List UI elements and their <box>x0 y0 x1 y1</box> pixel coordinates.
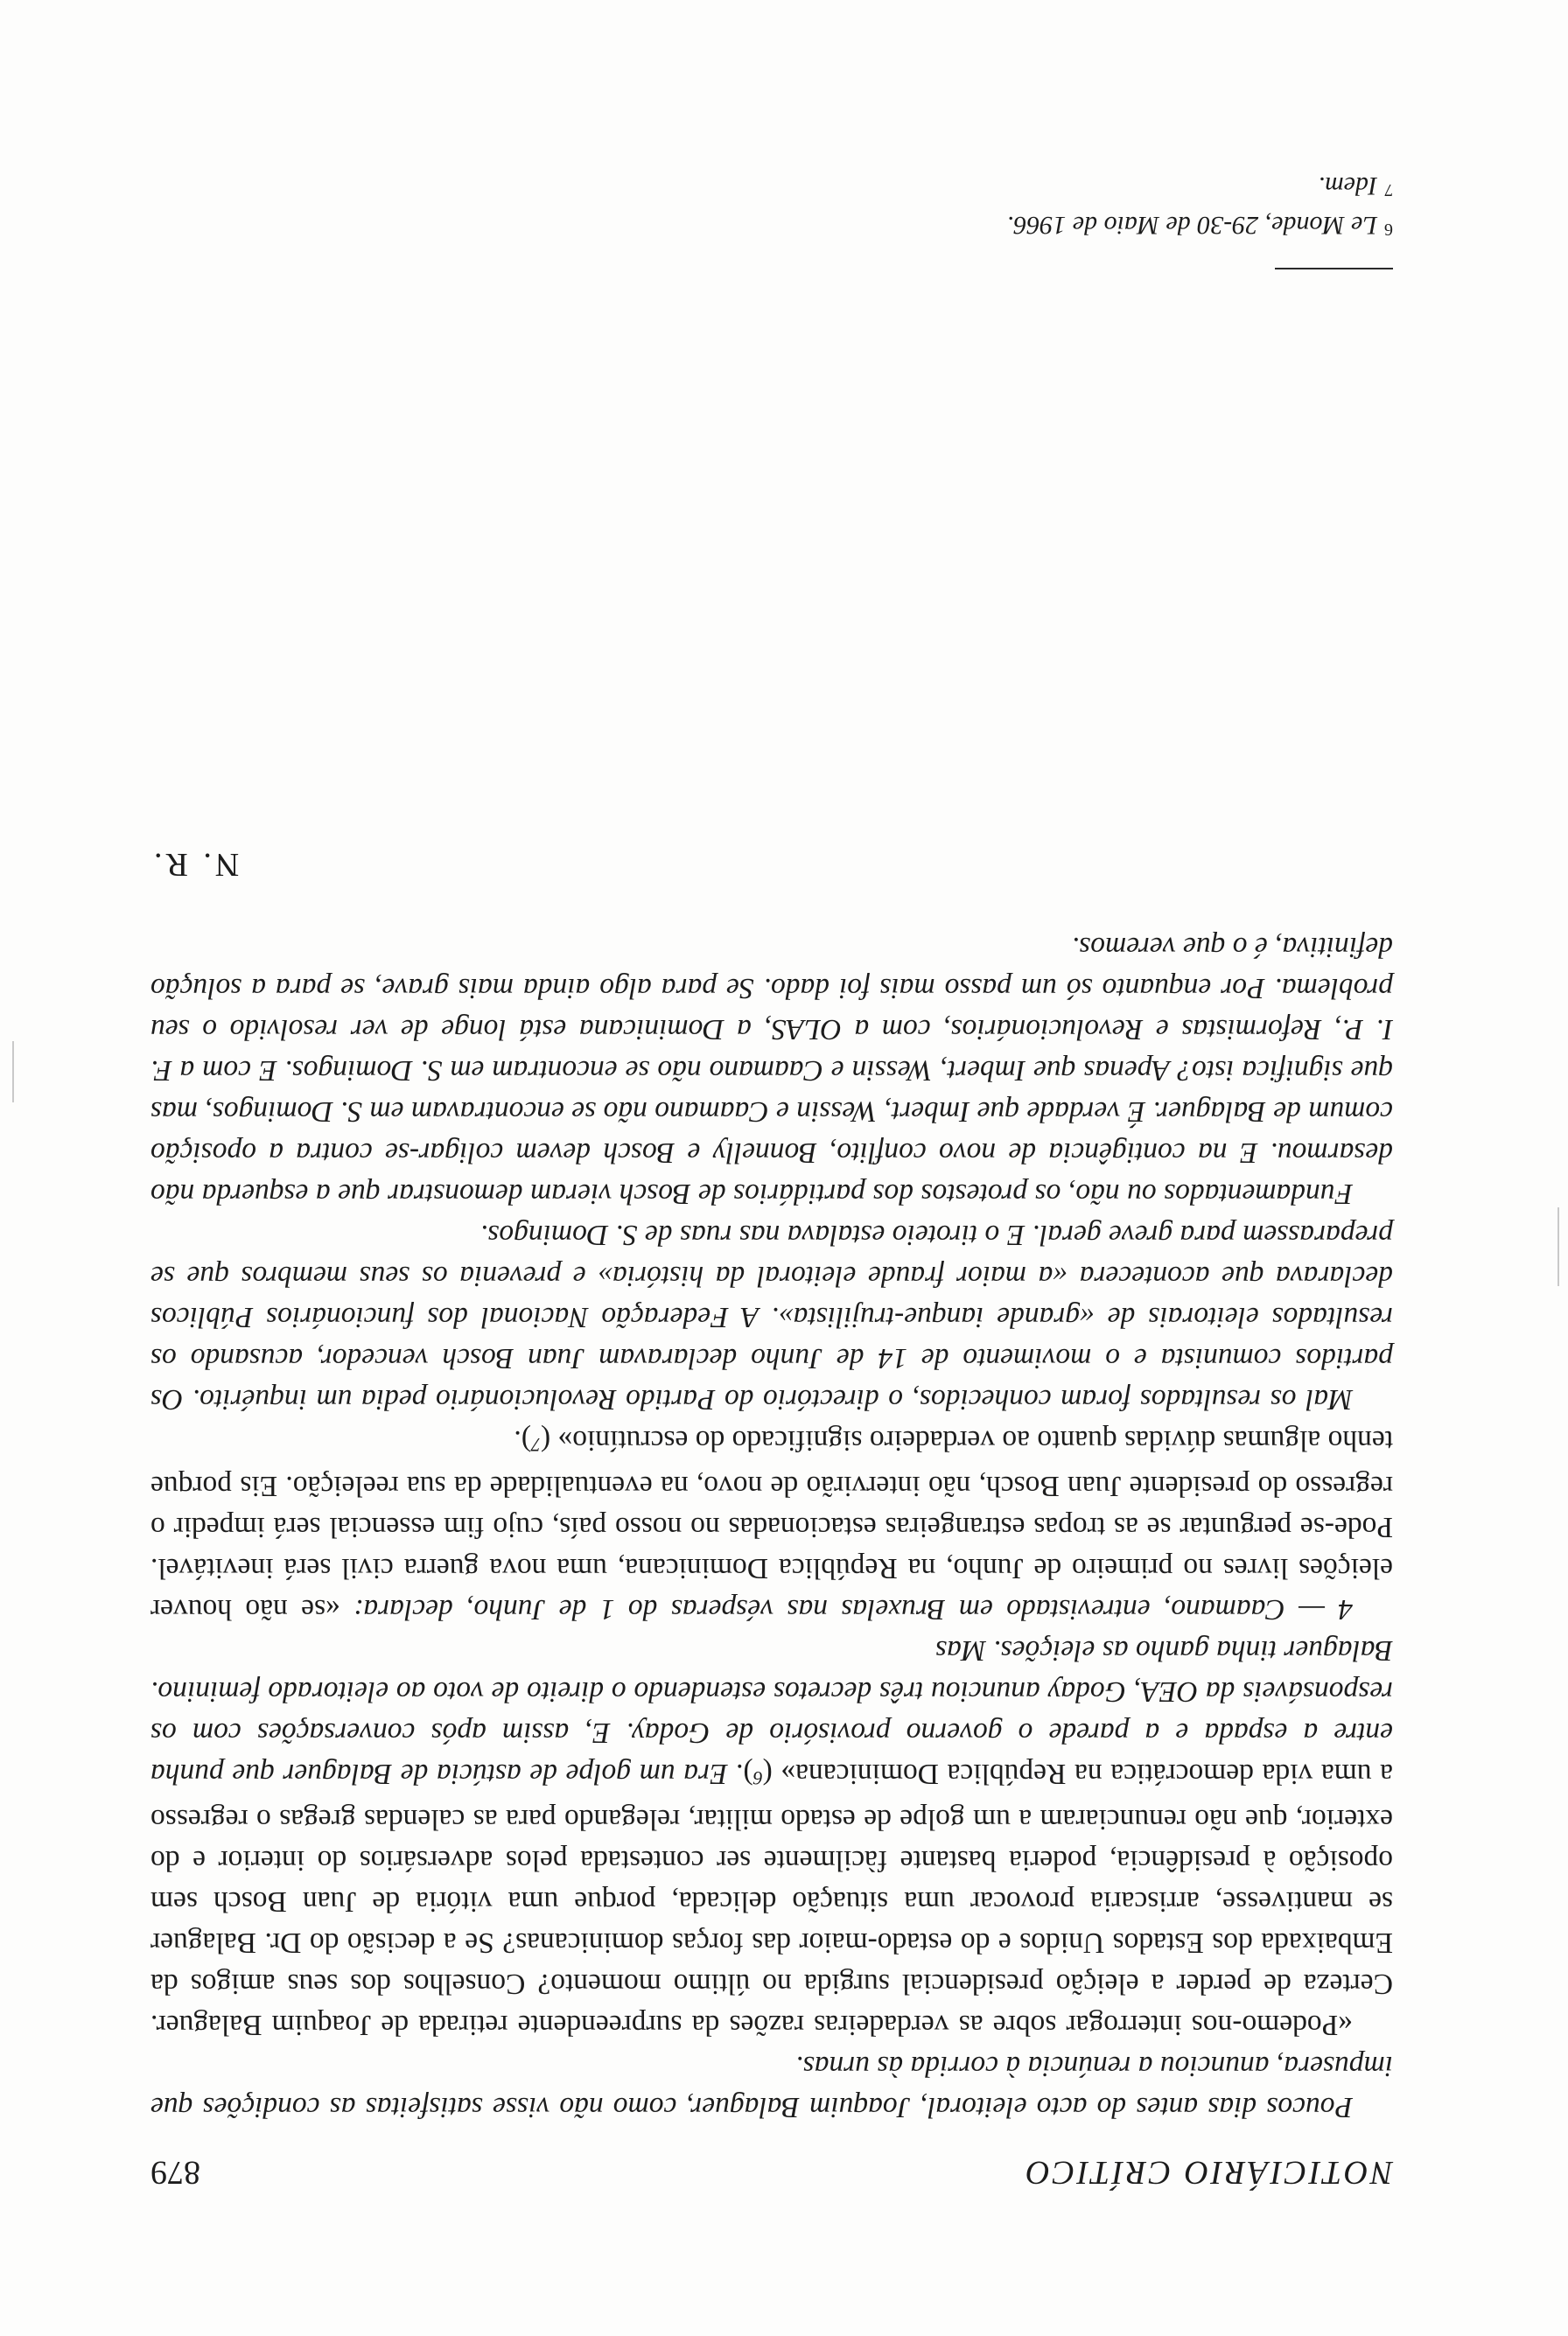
footnote-6 <box>150 207 1393 247</box>
footnote-7 <box>150 168 1393 207</box>
footnote-ref-6: 6 <box>752 1767 763 1789</box>
page-header <box>150 2153 1393 2192</box>
scan-edge-mark <box>1558 1207 1559 1286</box>
footnote-6-text: Le Monde, 29-30 de Maio de 1966. <box>1006 211 1377 240</box>
paragraph-2 <box>150 1630 1393 2046</box>
paragraph-4: Mal os resultados foram conhecidos, o directório do Partido Revolucionário pedia um inquérito. Os partidos comunista e o movimento de 14 de Junho declaravam Juan Bosch vencedor, acusando os resultados eleitorais de «grande ianque-trujilista». A Federação Nacional dos funcionários Públicos declarava que acontecera «a maior fraude eleitoral da história» e prevenia os seus membros que se preparassem para greve geral. E o tiroteio estalava nas ruas de S. Domingos. <box>150 1219 1393 1416</box>
footnote-6-marker: 6 <box>1384 220 1393 239</box>
footnote-rule <box>1275 268 1393 269</box>
paragraph-3-close: ). <box>514 1424 531 1457</box>
paragraph-2-close: ). <box>727 1758 753 1790</box>
footnote-7-marker: 7 <box>1384 180 1393 199</box>
paragraph-3 <box>150 1420 1393 1630</box>
paragraph-3-quote: «se não houver eleições livres no primeiro de Junho, na República Dominicana, uma nova guerra civil será inevitável. Pode-se perguntar se as tropas estrangeiras estacionadas no nosso país, cujo fim essencial será impedir o regresso do presidente Juan Bosch, não intervirão de novo, na eventualidade da sua reeleição. Eis porque tenho algumas dúvidas quanto ao verdadeiro significado do escrutínio» ( <box>150 1424 1393 1626</box>
paragraph-2-tail: Era um golpe de astúcia de Balaguer que punha entre a espada e a parede o governo provisório de Goday. E, assim após conversações com os responsáveis da OEA, Goday anunciou três decretos estendendo o direito de voto ao eleitorado feminino. Balaguer tinha ganho as eleições. Mas <box>150 1634 1393 1790</box>
paragraph-5: Fundamentados ou não, os protestos dos partidários de Bosch vieram demonstrar que a esquerda não desarmou. E na contigência de novo conflito, Bonnelly e Bosch devem coligar-se contra a oposição comum de Balaguer. É verdade que Imbert, Wessin e Caamano não se encontravam em S. Domingos, mas que significa isto? Apenas que Imbert, Wessin e Caamano não se encontram em S. Domingos. E com a F. I. P., Reformistas e Revolucionários, com a OLAS, a Dominicana está longe de ver resolvido o seu problema. Por enquanto só um passo mais foi dado. Se para algo ainda mais grave, se para a solução definitiva, é o que veremos. <box>150 931 1393 1210</box>
body-text <box>150 927 1393 2128</box>
paragraph-3-intro: 4 — Caamano, entrevistado em Bruxelas nas vésperas do 1 de Junho, declara: <box>340 1593 1353 1626</box>
paragraph-2-quote: «Podemo-nos interrogar sobre as verdadeiras razões da surpreendente retirada de Joaquim Balaguer. Certeza de perder a eleição presidencial surgida no último momento? Conselhos dos seus amigos da Embaixada dos Estados Unidos e do estado-maior das forças dominicanas? Se a decisão do Dr. Balaguer se mantivesse, arriscaria provocar uma situação delicada, porque uma vitória de Juan Bosch sem oposição à presidência, poderia bastante fàcilmente ser contestada pelos adversários do interior e do exterior, que não renunciaram a um golpe de estado militar, relegando para as calendas gregas o regresso a uma vida democrática na República Dominicana» ( <box>150 1758 1393 2041</box>
scan-edge-mark <box>12 1041 14 1102</box>
page-number: 879 <box>150 2154 200 2191</box>
footnote-7-text: Idem. <box>1318 171 1377 200</box>
author-signature: N. R. <box>150 846 240 883</box>
footnotes <box>150 168 1393 247</box>
paragraph-1: Poucos dias antes do acto eleitoral, Joaquim Balaguer, como não visse satisfeitas as condições que impusera, anunciou a renúncia à corrida às urnas. <box>150 2050 1393 2123</box>
footnote-ref-7: 7 <box>530 1434 541 1456</box>
running-title: NOTICIÁRIO CRÍTICO <box>1023 2154 1393 2191</box>
